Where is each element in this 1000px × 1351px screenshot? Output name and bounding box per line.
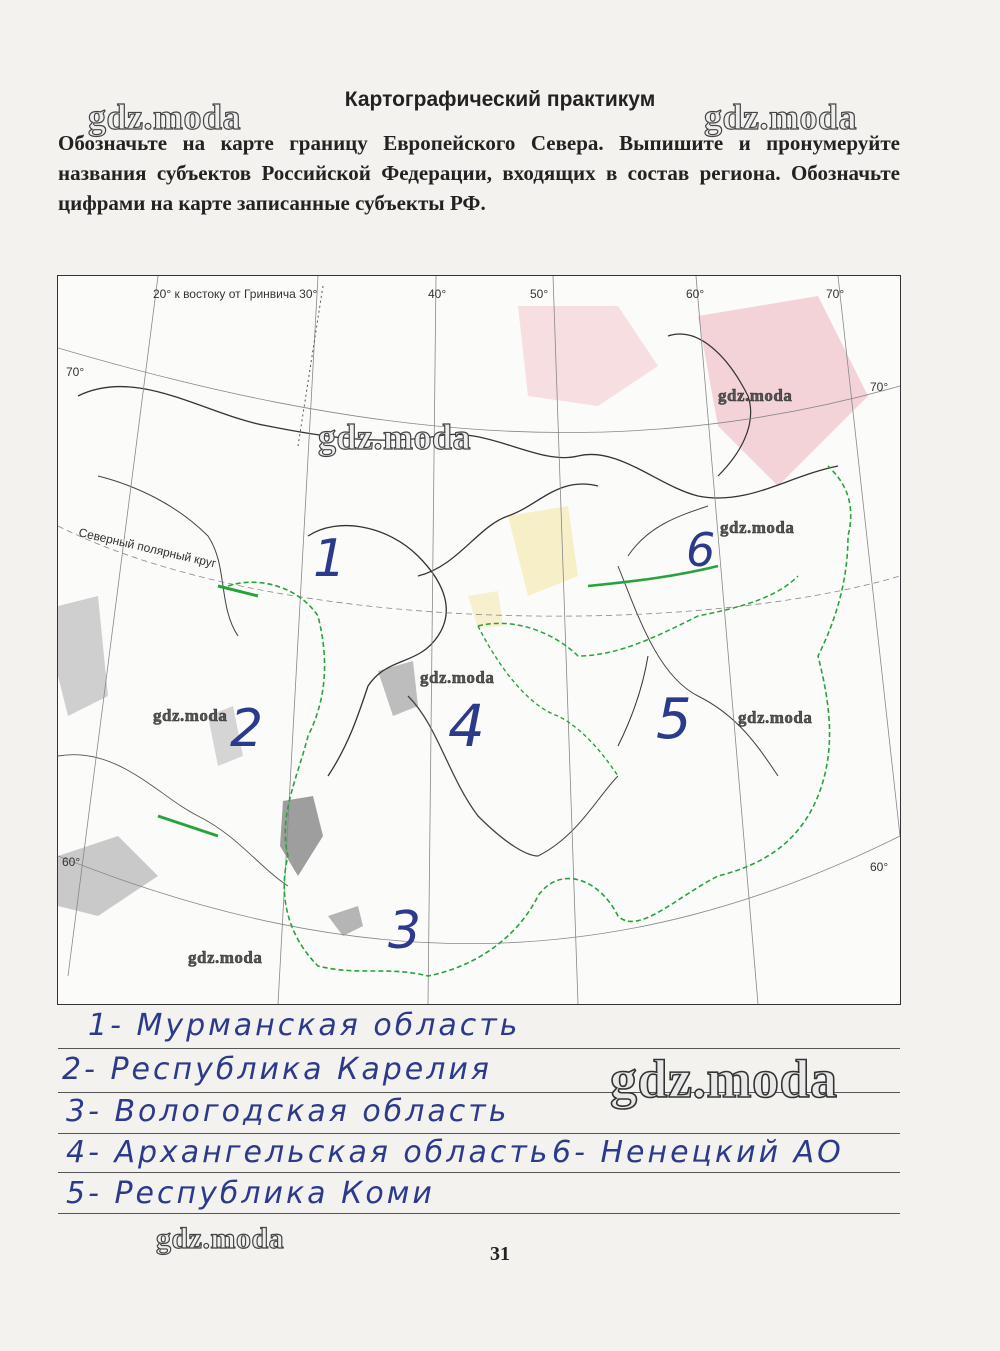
task-text: Обозначьте на карте границу Европейского Севера. Выпишите и пронумеруйте названия субъектов Российской Федерации, входящих в состав региона. Обозначьте цифрами на карте записанные субъекты РФ. bbox=[58, 131, 900, 215]
answer-line bbox=[58, 1172, 900, 1173]
page-title: Картографический практикум bbox=[344, 88, 656, 111]
arctic-circle-label: Северный полярный круг bbox=[77, 525, 218, 571]
answer-line bbox=[58, 1133, 900, 1134]
lat-label: 70° bbox=[66, 365, 85, 379]
region-number: 5 bbox=[656, 687, 692, 752]
watermark: gdz.moda bbox=[156, 1222, 285, 1255]
answer-2: 2- Республика Карелия bbox=[62, 1052, 492, 1087]
watermark: gdz.moda bbox=[718, 386, 793, 405]
watermark: gdz.moda bbox=[610, 1049, 838, 1109]
watermark: gdz.moda bbox=[188, 948, 263, 967]
answer-4: 4- Архангельская область bbox=[66, 1135, 551, 1170]
answer-1: 1- Мурманская область bbox=[88, 1008, 521, 1043]
region-number: 4 bbox=[448, 692, 485, 760]
watermark: gdz.moda bbox=[88, 97, 242, 137]
answer-5: 5- Республика Коми bbox=[66, 1176, 435, 1211]
region-number: 6 bbox=[686, 523, 716, 577]
lat-label: 70° bbox=[870, 380, 889, 394]
watermark: gdz.moda bbox=[720, 518, 795, 537]
lat-label: 60° bbox=[62, 855, 81, 869]
map bbox=[57, 275, 901, 1005]
lon-label: 50° bbox=[530, 287, 549, 301]
lon-label: 60° bbox=[686, 287, 705, 301]
page-number: 31 bbox=[490, 1243, 510, 1265]
region-number: 3 bbox=[388, 901, 422, 961]
lon-label: 40° bbox=[428, 287, 447, 301]
watermark: gdz.moda bbox=[704, 97, 858, 137]
watermark: gdz.moda bbox=[420, 668, 495, 687]
watermark: gdz.moda bbox=[318, 417, 472, 457]
lon-label: 70° bbox=[826, 287, 845, 301]
answer-line bbox=[58, 1213, 900, 1214]
answer-3: 3- Вологодская область bbox=[66, 1094, 510, 1129]
region-number: 1 bbox=[313, 529, 347, 589]
watermark: gdz.moda bbox=[738, 708, 813, 727]
answer-6: 6- Ненецкий АО bbox=[552, 1135, 844, 1170]
lat-label: 60° bbox=[870, 860, 889, 874]
meridian-caption: 20° к востоку от Гринвича 30° bbox=[153, 287, 318, 301]
watermark: gdz.moda bbox=[153, 706, 228, 725]
region-number: 2 bbox=[230, 699, 264, 759]
